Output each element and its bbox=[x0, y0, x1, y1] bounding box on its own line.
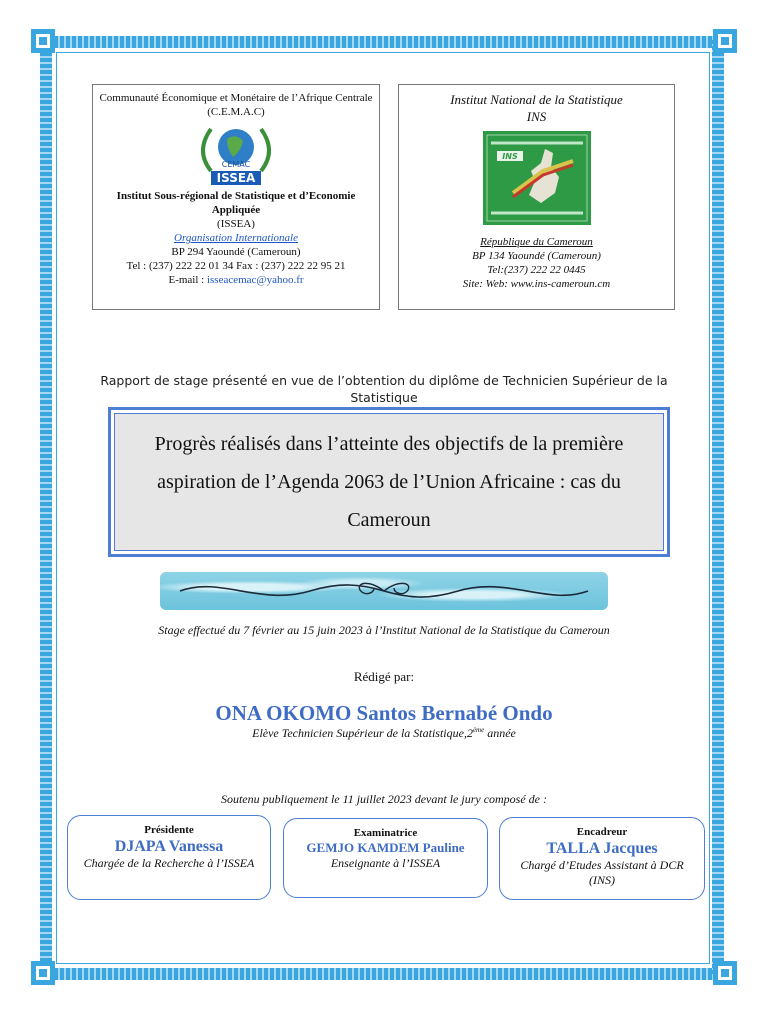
defense-line: Soutenu publiquement le 11 juillet 2023 devant le jury composé de : bbox=[220, 792, 548, 806]
issea-abbrev: (ISSEA) bbox=[217, 218, 255, 230]
frame-top-border bbox=[40, 36, 728, 48]
jury-name: DJAPA Vanessa bbox=[114, 838, 224, 855]
frame-bottom-border bbox=[40, 968, 728, 980]
cemac-abbrev: (C.E.M.A.C) bbox=[207, 106, 265, 118]
written-by-label: Rédigé par: bbox=[353, 669, 415, 684]
issea-logo-icon bbox=[181, 121, 291, 187]
republic-label: République du Cameroun bbox=[480, 236, 593, 248]
issea-address: BP 294 Yaoundé (Cameroun) bbox=[171, 246, 301, 258]
jury-role: Présidente bbox=[144, 824, 194, 836]
jury-role: Encadreur bbox=[576, 826, 628, 838]
issea-header-box bbox=[92, 84, 380, 310]
frame-right-border bbox=[712, 40, 724, 976]
author-name: ONA OKOMO Santos Bernabé Ondo bbox=[215, 701, 553, 725]
author-role-tail: année bbox=[484, 726, 516, 740]
issea-email-line bbox=[93, 273, 379, 287]
jury-card-supervisor bbox=[499, 817, 705, 900]
org-type-link[interactable]: Organisation Internationale bbox=[174, 232, 298, 244]
frame-left-border bbox=[40, 40, 52, 976]
report-title-inner bbox=[114, 413, 664, 551]
cemac-logo-letters: CEMAC bbox=[221, 160, 251, 169]
email-label: E-mail : bbox=[168, 274, 207, 286]
issea-email-link[interactable]: isseacemac@yahoo.fr bbox=[206, 274, 304, 286]
author-role bbox=[60, 726, 708, 741]
ins-logo-text: INS bbox=[501, 152, 518, 161]
jury-name: TALLA Jacques bbox=[546, 840, 658, 857]
report-title-box bbox=[108, 407, 670, 557]
ins-phone: Tel:(237) 222 22 0445 bbox=[487, 264, 586, 276]
jury-name: GEMJO KAMDEM Pauline bbox=[306, 840, 465, 855]
ins-website: Site: Web: www.ins-cameroun.cm bbox=[462, 278, 611, 290]
ins-abbrev: INS bbox=[526, 109, 547, 124]
ornament-banner bbox=[160, 572, 608, 610]
report-title: Progrès réalisés dans l’atteinte des objectifs de la première aspiration de l’Agenda 2063 de l’Union Africaine : cas du Cameroun bbox=[154, 433, 624, 531]
jury-card-examiner bbox=[283, 818, 488, 898]
jury-description: Chargée de la Recherche à l’ISSEA bbox=[83, 856, 255, 870]
ins-address: BP 134 Yaoundé (Cameroun) bbox=[472, 250, 601, 262]
cemac-org-name: Communauté Économique et Monétaire de l’Afrique Centrale bbox=[99, 92, 373, 104]
jury-role: Examinatrice bbox=[353, 827, 418, 839]
corner-ornament-icon bbox=[30, 960, 56, 986]
corner-ornament-icon bbox=[30, 28, 56, 54]
corner-ornament-icon bbox=[712, 28, 738, 54]
author-role-sup: ème bbox=[472, 726, 485, 734]
scroll-flourish-icon bbox=[160, 572, 608, 610]
corner-ornament-icon bbox=[712, 960, 738, 986]
issea-phone-fax: Tel : (237) 222 22 01 34 Fax : (237) 222 22 95 21 bbox=[126, 260, 346, 272]
ins-title: Institut National de la Statistique bbox=[450, 92, 623, 107]
report-purpose: Rapport de stage présenté en vue de l’obtention du diplôme de Technicien Supérieur de la Statistique bbox=[100, 373, 668, 405]
jury-description: Enseignante à l’ISSEA bbox=[330, 856, 441, 870]
jury-description: Chargé d’Etudes Assistant à DCR (INS) bbox=[520, 858, 684, 887]
ins-header-box bbox=[398, 84, 675, 310]
internship-dates: Stage effectué du 7 février au 15 juin 2023 à l’Institut National de la Statistique du Cameroun bbox=[158, 623, 610, 637]
issea-institute-name: Institut Sous-régional de Statistique et d’Economie Appliquée bbox=[116, 190, 356, 216]
issea-logo-caption: ISSEA bbox=[216, 171, 256, 185]
ins-logo-icon bbox=[483, 131, 591, 225]
author-role-text: Elève Technicien Supérieur de la Statistique,2 bbox=[252, 726, 473, 740]
jury-card-president bbox=[67, 815, 271, 900]
